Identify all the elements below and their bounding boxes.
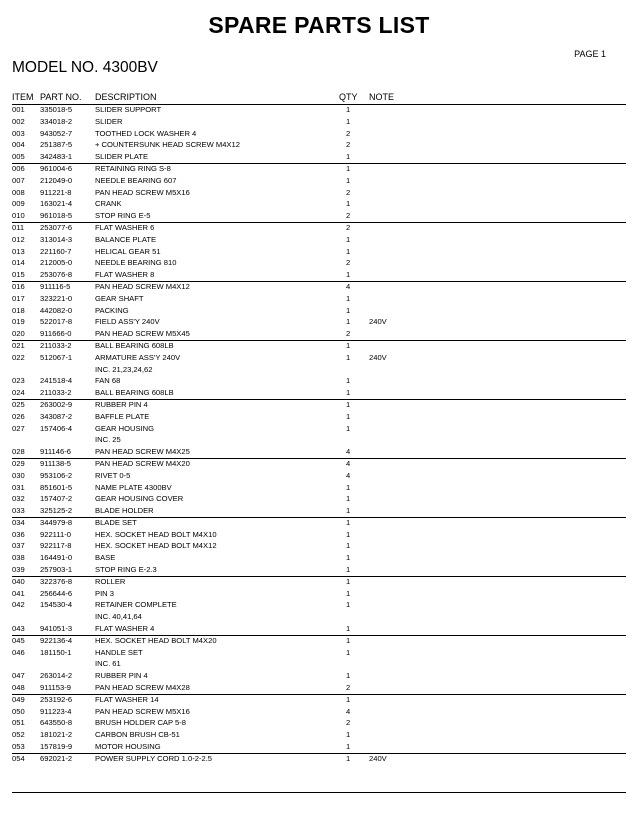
item-number: 009 <box>12 199 25 209</box>
part-number: 163021-4 <box>40 199 73 209</box>
part-number: 263002-9 <box>40 399 73 409</box>
quantity: 1 <box>346 541 351 551</box>
table-row <box>0 139 638 151</box>
part-description: FIELD ASS'Y 240V <box>95 317 160 327</box>
part-description: PAN HEAD SCREW M5X16 <box>95 187 190 197</box>
part-description: BALL BEARING 608LB <box>95 340 174 350</box>
item-number: 015 <box>12 270 25 280</box>
part-number: 325125-2 <box>40 506 73 516</box>
quantity: 2 <box>346 222 351 232</box>
part-description: PAN HEAD SCREW M4X28 <box>95 683 190 693</box>
item-number: 053 <box>12 742 25 752</box>
quantity: 4 <box>346 281 351 291</box>
part-number: 253076-8 <box>40 270 73 280</box>
table-row <box>0 729 638 741</box>
part-description: BALANCE PLATE <box>95 234 157 244</box>
quantity: 1 <box>346 588 351 598</box>
item-number: 048 <box>12 683 25 693</box>
quantity: 2 <box>346 140 351 150</box>
part-description: HANDLE SET <box>95 647 143 657</box>
quantity: 2 <box>346 187 351 197</box>
part-description: STOP RING E-5 <box>95 211 151 221</box>
part-description: NAME PLATE 4300BV <box>95 482 172 492</box>
part-number: 522017-8 <box>40 317 73 327</box>
part-description: SLIDER SUPPORT <box>95 105 162 114</box>
part-number: 181150-1 <box>40 647 72 657</box>
table-row <box>12 694 626 706</box>
part-number: 953106-2 <box>40 470 73 480</box>
part-number: 181021-2 <box>40 730 73 740</box>
item-number: 037 <box>12 541 25 551</box>
item-number: 017 <box>12 293 25 303</box>
part-number: 157406-4 <box>40 423 73 433</box>
table-row <box>0 717 638 729</box>
part-description: FLAT WASHER 14 <box>95 694 159 704</box>
table-row <box>0 364 638 376</box>
table-row <box>12 399 626 411</box>
part-description: RETAINING RING S-8 <box>95 163 171 173</box>
table-row <box>12 340 626 352</box>
quantity: 2 <box>346 258 351 268</box>
part-description: CARBON BRUSH CB-51 <box>95 730 180 740</box>
part-description: GEAR SHAFT <box>95 293 144 303</box>
part-number: 344979-8 <box>40 517 73 527</box>
part-description: TOOTHED LOCK WASHER 4 <box>95 128 197 138</box>
part-number: 911153-9 <box>40 683 71 693</box>
part-description: PAN HEAD SCREW M5X45 <box>95 329 190 339</box>
part-number: 334018-2 <box>40 116 73 126</box>
quantity: 1 <box>346 246 351 256</box>
document-title: SPARE PARTS LIST <box>208 12 430 38</box>
quantity: 1 <box>346 234 351 244</box>
table-row <box>0 552 638 564</box>
table-row <box>0 187 638 199</box>
column-header-qty: QTY <box>339 92 358 102</box>
table-row <box>0 706 638 718</box>
table-row <box>0 104 638 116</box>
quantity: 1 <box>346 340 351 350</box>
part-number: 212005-0 <box>40 258 73 268</box>
table-row <box>12 635 626 647</box>
part-number: 154530-4 <box>40 600 73 610</box>
part-description: PAN HEAD SCREW M4X20 <box>95 458 190 468</box>
note: 240V <box>369 317 387 327</box>
item-number: 046 <box>12 647 25 657</box>
item-number: 024 <box>12 388 25 398</box>
part-description: RUBBER PIN 4 <box>95 399 148 409</box>
part-description: ROLLER <box>95 576 126 586</box>
part-number: 911221-8 <box>40 187 72 197</box>
part-number: 221160-7 <box>40 246 72 256</box>
item-number: 047 <box>12 671 25 681</box>
table-row <box>0 234 638 246</box>
quantity: 1 <box>346 553 351 563</box>
quantity: 1 <box>346 116 351 126</box>
part-description: BAFFLE PLATE <box>95 411 150 421</box>
part-number: 211033-2 <box>40 340 72 350</box>
quantity: 1 <box>346 753 351 763</box>
table-row <box>0 198 638 210</box>
part-number: 941051-3 <box>40 624 73 634</box>
part-description: HEX. SOCKET HEAD BOLT M4X10 <box>95 529 217 539</box>
part-number: 961018-5 <box>40 211 73 221</box>
quantity: 1 <box>346 565 351 575</box>
part-number: 643550-8 <box>40 718 73 728</box>
item-number: 040 <box>12 576 25 586</box>
item-number: 023 <box>12 376 25 386</box>
table-row <box>12 163 626 175</box>
column-header-item: ITEM <box>12 92 34 102</box>
part-description: GEAR HOUSING COVER <box>95 494 184 504</box>
table-header <box>0 92 638 104</box>
part-description: RUBBER PIN 4 <box>95 671 148 681</box>
part-description: GEAR HOUSING <box>95 423 155 433</box>
table-row <box>0 423 638 435</box>
item-number: 043 <box>12 624 25 634</box>
table-row <box>0 316 638 328</box>
part-number: 263014-2 <box>40 671 73 681</box>
table-row <box>12 576 626 588</box>
quantity: 4 <box>346 447 351 457</box>
table-row <box>0 611 638 623</box>
part-number: 922136-4 <box>40 635 73 645</box>
item-number: 032 <box>12 494 25 504</box>
table-row <box>0 623 638 635</box>
item-number: 019 <box>12 317 25 327</box>
item-number: 028 <box>12 447 25 457</box>
part-description: RETAINER COMPLETE <box>95 600 177 610</box>
table-row <box>0 246 638 258</box>
part-description: FLAT WASHER 4 <box>95 624 155 634</box>
item-number: 013 <box>12 246 25 256</box>
item-number: 042 <box>12 600 25 610</box>
quantity: 1 <box>346 352 351 362</box>
item-number: 027 <box>12 423 25 433</box>
table-row <box>0 293 638 305</box>
item-number: 018 <box>12 305 25 315</box>
part-number: 911223-4 <box>40 706 72 716</box>
part-number: 323221-0 <box>40 293 73 303</box>
part-description: INC. 40,41,64 <box>95 612 142 622</box>
part-description: BRUSH HOLDER CAP 5-8 <box>95 718 187 728</box>
table-row <box>0 588 638 600</box>
table-row <box>0 116 638 128</box>
part-description: NEEDLE BEARING 607 <box>95 175 177 185</box>
table-row <box>0 540 638 552</box>
part-description: STOP RING E-2.3 <box>95 565 157 575</box>
quantity: 1 <box>346 529 351 539</box>
item-number: 054 <box>12 753 25 763</box>
table-row <box>0 375 638 387</box>
item-number: 031 <box>12 482 25 492</box>
part-number: 342483-1 <box>40 152 73 162</box>
part-number: 512067-1 <box>40 352 73 362</box>
quantity: 1 <box>346 399 351 409</box>
column-header-note: NOTE <box>369 92 395 102</box>
part-number: 335018-5 <box>40 105 73 114</box>
table-row <box>0 305 638 317</box>
quantity: 1 <box>346 506 351 516</box>
quantity: 4 <box>346 706 351 716</box>
part-description: FLAT WASHER 8 <box>95 270 155 280</box>
item-number: 011 <box>12 222 25 232</box>
item-number: 014 <box>12 258 25 268</box>
item-number: 001 <box>12 105 25 114</box>
table-row <box>0 387 638 399</box>
quantity: 2 <box>346 211 351 221</box>
quantity: 1 <box>346 163 351 173</box>
table-row <box>0 434 638 446</box>
quantity: 1 <box>346 388 351 398</box>
part-number: 961004-6 <box>40 163 73 173</box>
part-number: 253077-6 <box>40 222 73 232</box>
quantity: 1 <box>346 494 351 504</box>
item-number: 022 <box>12 352 25 362</box>
quantity: 1 <box>346 600 351 610</box>
quantity: 1 <box>346 671 351 681</box>
part-description: ARMATURE ASS'Y 240V <box>95 352 181 362</box>
table-row <box>0 328 638 340</box>
quantity: 1 <box>346 730 351 740</box>
part-description: CRANK <box>95 199 122 209</box>
quantity: 1 <box>346 635 351 645</box>
item-number: 033 <box>12 506 25 516</box>
quantity: 1 <box>346 517 351 527</box>
quantity: 1 <box>346 270 351 280</box>
item-number: 003 <box>12 128 25 138</box>
quantity: 1 <box>346 376 351 386</box>
item-number: 050 <box>12 706 25 716</box>
table-row <box>0 670 638 682</box>
table-row <box>0 741 638 753</box>
item-number: 045 <box>12 635 25 645</box>
quantity: 1 <box>346 152 351 162</box>
table-row <box>0 482 638 494</box>
part-number: 256644-6 <box>40 588 73 598</box>
table-row <box>0 564 638 576</box>
part-number: 343087-2 <box>40 411 73 421</box>
table-row <box>0 257 638 269</box>
part-description: MOTOR HOUSING <box>95 742 161 752</box>
item-number: 005 <box>12 152 25 162</box>
item-number: 012 <box>12 234 25 244</box>
item-number: 051 <box>12 718 25 728</box>
table-row <box>0 151 638 163</box>
table-row <box>0 128 638 140</box>
part-description: SLIDER <box>95 116 123 126</box>
item-number: 039 <box>12 565 25 575</box>
part-number: 211033-2 <box>40 388 72 398</box>
part-description: PACKING <box>95 305 129 315</box>
item-number: 016 <box>12 281 25 291</box>
part-description: HEX. SOCKET HEAD BOLT M4X20 <box>95 635 217 645</box>
quantity: 1 <box>346 742 351 752</box>
item-number: 007 <box>12 175 25 185</box>
quantity: 2 <box>346 683 351 693</box>
page-number: PAGE 1 <box>574 49 606 59</box>
table-row <box>0 599 638 611</box>
quantity: 1 <box>346 105 351 114</box>
table-row <box>0 210 638 222</box>
part-description: BASE <box>95 553 116 563</box>
quantity: 1 <box>346 175 351 185</box>
part-number: 257903-1 <box>40 565 73 575</box>
quantity: 2 <box>346 718 351 728</box>
item-number: 026 <box>12 411 25 421</box>
part-number: 851601-5 <box>40 482 73 492</box>
table-row <box>0 446 638 458</box>
table-row <box>0 411 638 423</box>
part-description: BLADE SET <box>95 517 137 527</box>
part-description: FLAT WASHER 6 <box>95 222 155 232</box>
item-number: 010 <box>12 211 25 221</box>
part-number: 164491-0 <box>40 553 73 563</box>
part-description: HELICAL GEAR 51 <box>95 246 161 256</box>
part-number: 253192-6 <box>40 694 73 704</box>
quantity: 1 <box>346 293 351 303</box>
part-number: 911116-5 <box>40 281 71 291</box>
quantity: 1 <box>346 694 351 704</box>
quantity: 1 <box>346 576 351 586</box>
item-number: 004 <box>12 140 25 150</box>
quantity: 2 <box>346 329 351 339</box>
part-description: INC. 21,23,24,62 <box>95 364 153 374</box>
table-row <box>0 269 638 281</box>
quantity: 4 <box>346 470 351 480</box>
quantity: 1 <box>346 624 351 634</box>
part-description: FAN 68 <box>95 376 121 386</box>
part-number: 251387-5 <box>40 140 73 150</box>
note: 240V <box>369 352 387 362</box>
parts-table-body <box>0 104 638 765</box>
item-number: 052 <box>12 730 25 740</box>
quantity: 1 <box>346 423 351 433</box>
table-row <box>0 470 638 482</box>
part-number: 157407-2 <box>40 494 73 504</box>
item-number: 029 <box>12 458 25 468</box>
table-row <box>0 352 638 364</box>
part-description: PAN HEAD SCREW M4X25 <box>95 447 190 457</box>
part-description: SLIDER PLATE <box>95 152 149 162</box>
part-number: 911666-0 <box>40 329 72 339</box>
part-description: PAN HEAD SCREW M5X16 <box>95 706 190 716</box>
item-number: 049 <box>12 694 25 704</box>
note: 240V <box>369 753 387 763</box>
part-number: 157819-9 <box>40 742 73 752</box>
part-description: INC. 61 <box>95 659 121 669</box>
part-number: 911146-6 <box>40 447 71 457</box>
quantity: 1 <box>346 317 351 327</box>
item-number: 021 <box>12 340 25 350</box>
quantity: 2 <box>346 128 351 138</box>
part-number: 442082-0 <box>40 305 73 315</box>
part-description: BALL BEARING 608LB <box>95 388 174 398</box>
table-row <box>0 493 638 505</box>
table-row <box>0 505 638 517</box>
item-number: 034 <box>12 517 25 527</box>
table-row <box>0 647 638 659</box>
item-number: 038 <box>12 553 25 563</box>
quantity: 1 <box>346 482 351 492</box>
item-number: 025 <box>12 399 25 409</box>
part-number: 922117-8 <box>40 541 72 551</box>
part-description: INC. 25 <box>95 435 121 445</box>
quantity: 1 <box>346 647 351 657</box>
table-row <box>0 529 638 541</box>
part-number: 692021-2 <box>40 753 73 763</box>
table-row <box>12 222 626 234</box>
part-description: HEX. SOCKET HEAD BOLT M4X12 <box>95 541 217 551</box>
part-number: 943052-7 <box>40 128 73 138</box>
footer-rule <box>12 792 626 793</box>
table-row <box>12 517 626 529</box>
item-number: 002 <box>12 116 25 126</box>
part-description: + COUNTERSUNK HEAD SCREW M4X12 <box>95 140 240 150</box>
table-row <box>0 175 638 187</box>
table-row <box>0 658 638 670</box>
part-description: POWER SUPPLY CORD 1.0-2-2.5 <box>95 753 213 763</box>
quantity: 1 <box>346 411 351 421</box>
table-row <box>0 682 638 694</box>
part-description: PAN HEAD SCREW M4X12 <box>95 281 190 291</box>
part-number: 922111-0 <box>40 529 71 539</box>
part-number: 313014-3 <box>40 234 73 244</box>
column-header-part-no: PART NO. <box>40 92 82 102</box>
item-number: 030 <box>12 470 25 480</box>
table-row <box>12 753 626 765</box>
part-description: BLADE HOLDER <box>95 506 154 516</box>
part-description: RIVET 0-5 <box>95 470 131 480</box>
quantity: 1 <box>346 199 351 209</box>
item-number: 020 <box>12 329 25 339</box>
part-description: NEEDLE BEARING 810 <box>95 258 177 268</box>
part-number: 241518-4 <box>40 376 73 386</box>
table-row <box>12 458 626 470</box>
item-number: 036 <box>12 529 25 539</box>
part-number: 212049-0 <box>40 175 73 185</box>
part-description: PIN 3 <box>95 588 114 598</box>
table-row <box>12 281 626 293</box>
item-number: 006 <box>12 163 25 173</box>
part-number: 322376-8 <box>40 576 73 586</box>
quantity: 4 <box>346 458 351 468</box>
model-number: MODEL NO. 4300BV <box>12 59 158 76</box>
part-number: 911138-5 <box>40 458 71 468</box>
item-number: 041 <box>12 588 25 598</box>
column-header-description: DESCRIPTION <box>95 92 157 102</box>
quantity: 1 <box>346 305 351 315</box>
item-number: 008 <box>12 187 25 197</box>
